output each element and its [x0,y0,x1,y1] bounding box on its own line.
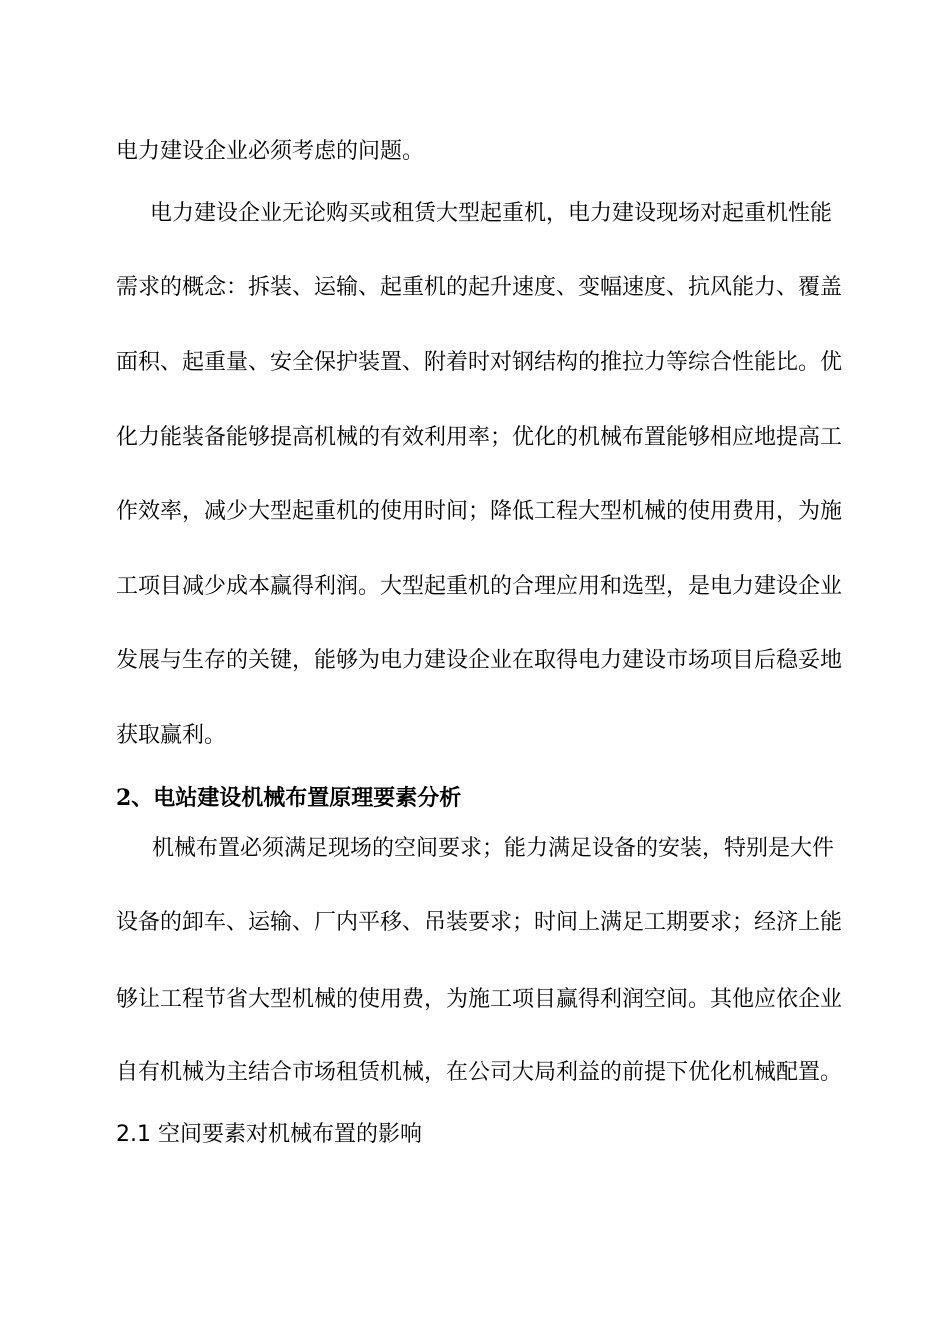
paragraph-line: 电力建设企业必须考虑的问题。 [116,139,425,164]
subsection-heading: 2.1 空间要素对机械布置的影响 [116,1122,422,1147]
section-heading: 2、电站建设机械布置原理要素分析 [116,785,462,811]
paragraph-line: 获取赢利。 [116,723,227,748]
paragraph-line: 够让工程节省大型机械的使用费，为施工项目赢得利润空间。其他应依企业 [116,987,843,1012]
paragraph-line: 电力建设企业无论购买或租赁大型起重机，电力建设现场对起重机性能 [150,201,833,226]
paragraph-line: 化力能装备能够提高机械的有效利用率；优化的机械布置能够相应地提高工 [116,425,843,450]
paragraph-line: 设备的卸车、运输、厂内平移、吊装要求；时间上满足工期要求；经济上能 [116,910,843,935]
paragraph-line: 面积、起重量、安全保护装置、附着时对钢结构的推拉力等综合性能比。优 [116,350,843,375]
paragraph-line: 发展与生存的关键，能够为电力建设企业在取得电力建设市场项目后稳妥地 [116,648,843,673]
paragraph-line: 工项目减少成本赢得利润。大型起重机的合理应用和选型，是电力建设企业 [116,574,843,599]
paragraph-line: 自有机械为主结合市场租赁机械，在公司大局利益的前提下优化机械配置。 [116,1060,843,1085]
paragraph-line: 机械布置必须满足现场的空间要求；能力满足设备的安装，特别是大件 [152,836,835,861]
paragraph-line: 作效率，减少大型起重机的使用时间；降低工程大型机械的使用费用，为施 [116,499,843,524]
paragraph-line: 需求的概念：拆装、运输、起重机的起升速度、变幅速度、抗风能力、覆盖 [116,275,843,300]
